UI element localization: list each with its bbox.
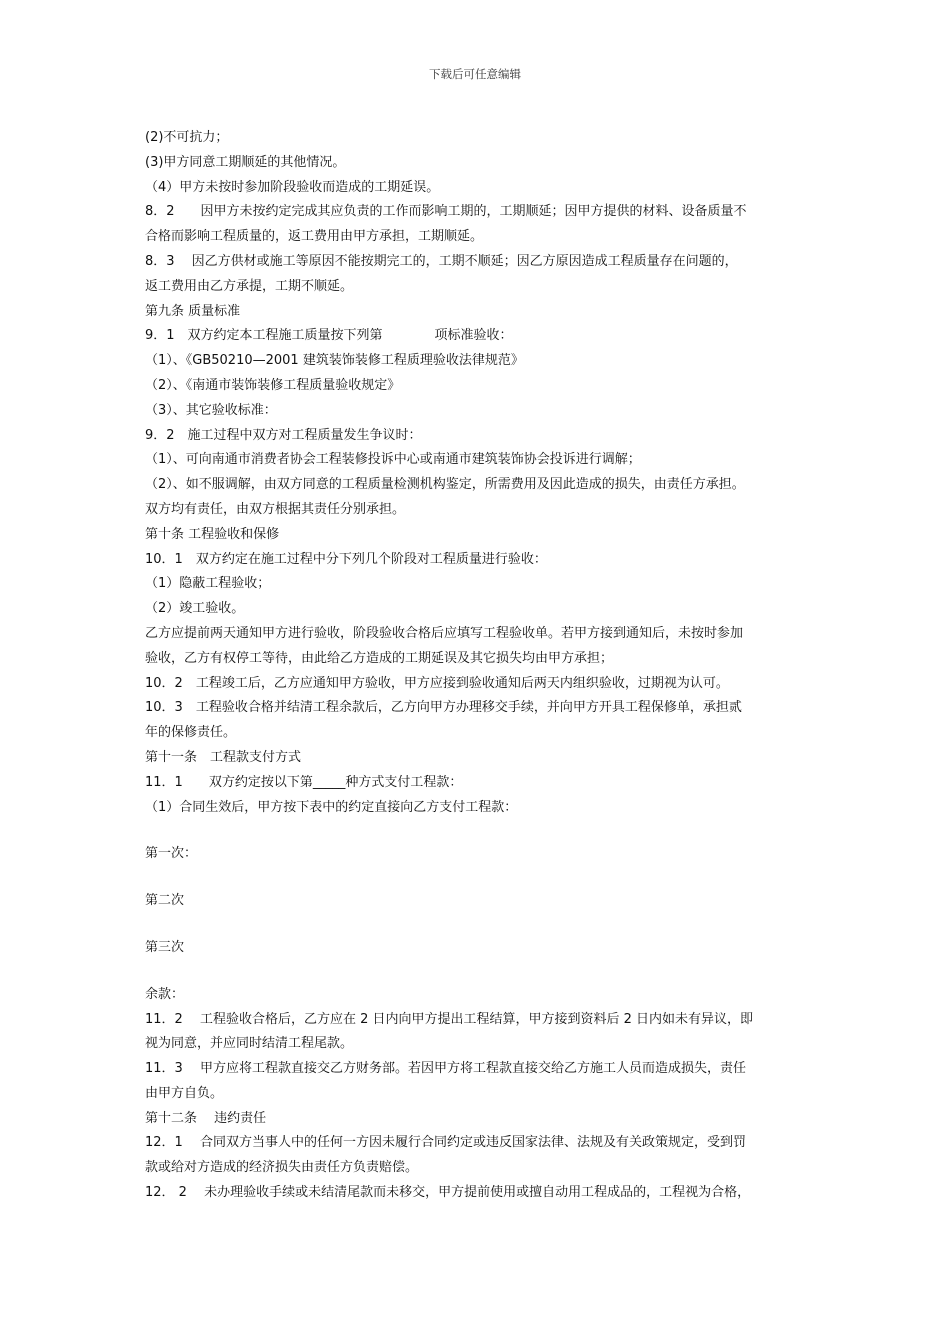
- text-line: 乙方应提前两天通知甲方进行验收，阶段验收合格后应填写工程验收单。若甲方接到通知后，未按时参加: [145, 625, 744, 641]
- text-line: 9．2 施工过程中双方对工程质量发生争议时：: [145, 427, 422, 443]
- text-line: 11．1 双方约定按以下第_____种方式支付工程款：: [145, 774, 463, 790]
- text-line: (3)甲方同意工期顺延的其他情况。: [145, 154, 346, 170]
- payment-item: 第一次：: [145, 846, 198, 862]
- text-line: （2）竣工验收。: [145, 601, 245, 617]
- text-line: 12．1 合同双方当事人中的任何一方因未履行合同约定或违反国家法律、法规及有关政策规定，受到罚: [145, 1135, 746, 1151]
- text-line: 12． 2 未办理验收手续或未结清尾款而未移交，甲方提前使用或擅自动用工程成品的，工程视为合格，: [145, 1185, 751, 1201]
- text-line: 双方均有责任，由双方根据其责任分别承担。: [145, 501, 406, 517]
- text-line: 10．3 工程验收合格并结清工程余款后，乙方向甲方办理移交手续，并向甲方开具工程保修单，承担贰: [145, 700, 742, 716]
- section-heading: 第十二条 违约责任: [145, 1110, 267, 1126]
- text-line: （1）、《GB50210—2001 建筑装饰装修工程质理验收法律规范》: [145, 353, 524, 369]
- text-line: 视为同意，并应同时结清工程尾款。: [145, 1036, 354, 1052]
- text-line: 款或给对方造成的经济损失由责任方负责赔偿。: [145, 1160, 419, 1176]
- payment-item: 第二次: [145, 893, 185, 909]
- page-header: 下载后可任意编辑: [429, 67, 521, 81]
- document-body: [145, 126, 825, 1206]
- text-line: 由甲方自负。: [145, 1085, 224, 1101]
- text-line: （3）、其它验收标准：: [145, 402, 277, 418]
- text-line: （1）隐蔽工程验收；: [145, 576, 271, 592]
- text-line: 验收，乙方有权停工等待，由此给乙方造成的工期延误及其它损失均由甲方承担；: [145, 650, 614, 666]
- text-line: (2)不可抗力；: [145, 130, 229, 145]
- text-line: 11．2 工程验收合格后，乙方应在 2 日内向甲方提出工程结算，甲方接到资料后 2 日内如未有异议，即: [145, 1011, 754, 1027]
- text-line: 9．1 双方约定本工程施工质量按下列第 项标准验收：: [145, 328, 513, 344]
- text-line: （2）、如不服调解，由双方同意的工程质量检测机构鉴定，所需费用及因此造成的损失，由责任方承担。: [145, 477, 745, 493]
- text-line: 合格而影响工程质量的，返工费用由甲方承担，工期顺延。: [145, 229, 484, 245]
- section-heading: 第十条 工程验收和保修: [145, 526, 280, 542]
- payment-item: 第三次: [145, 939, 185, 955]
- text-line: （2）、《南通市装饰装修工程质量验收规定》: [145, 377, 401, 393]
- text-line: 8．3 因乙方供材或施工等原因不能按期完工的，工期不顺延；因乙方原因造成工程质量存在问题的，: [145, 253, 738, 269]
- section-heading: 第十一条 工程款支付方式: [145, 749, 302, 765]
- text-line: （1）合同生效后，甲方按下表中的约定直接向乙方支付工程款：: [145, 799, 518, 815]
- text-line: （4）甲方未按时参加阶段验收而造成的工期延误。: [145, 179, 440, 195]
- payment-item: 余款：: [145, 986, 185, 1002]
- text-line: （1）、可向南通市消费者协会工程装修投诉中心或南通市建筑装饰协会投诉进行调解；: [145, 452, 641, 468]
- text-line: 11．3 甲方应将工程款直接交乙方财务部。若因甲方将工程款直接交给乙方施工人员而造成损失，责任: [145, 1061, 746, 1077]
- text-line: 年的保修责任。: [145, 725, 237, 741]
- text-line: 10．2 工程竣工后，乙方应通知甲方验收，甲方应接到验收通知后两天内组织验收，过期视为认可。: [145, 675, 729, 691]
- section-heading: 第九条 质量标准: [145, 303, 241, 319]
- text-line: 返工费用由乙方承提，工期不顺延。: [145, 278, 354, 294]
- text-line: 10．1 双方约定在施工过程中分下列几个阶段对工程质量进行验收：: [145, 551, 547, 567]
- text-line: 8．2 因甲方未按约定完成其应负责的工作而影响工期的，工期顺延；因甲方提供的材料、设备质量不: [145, 204, 747, 220]
